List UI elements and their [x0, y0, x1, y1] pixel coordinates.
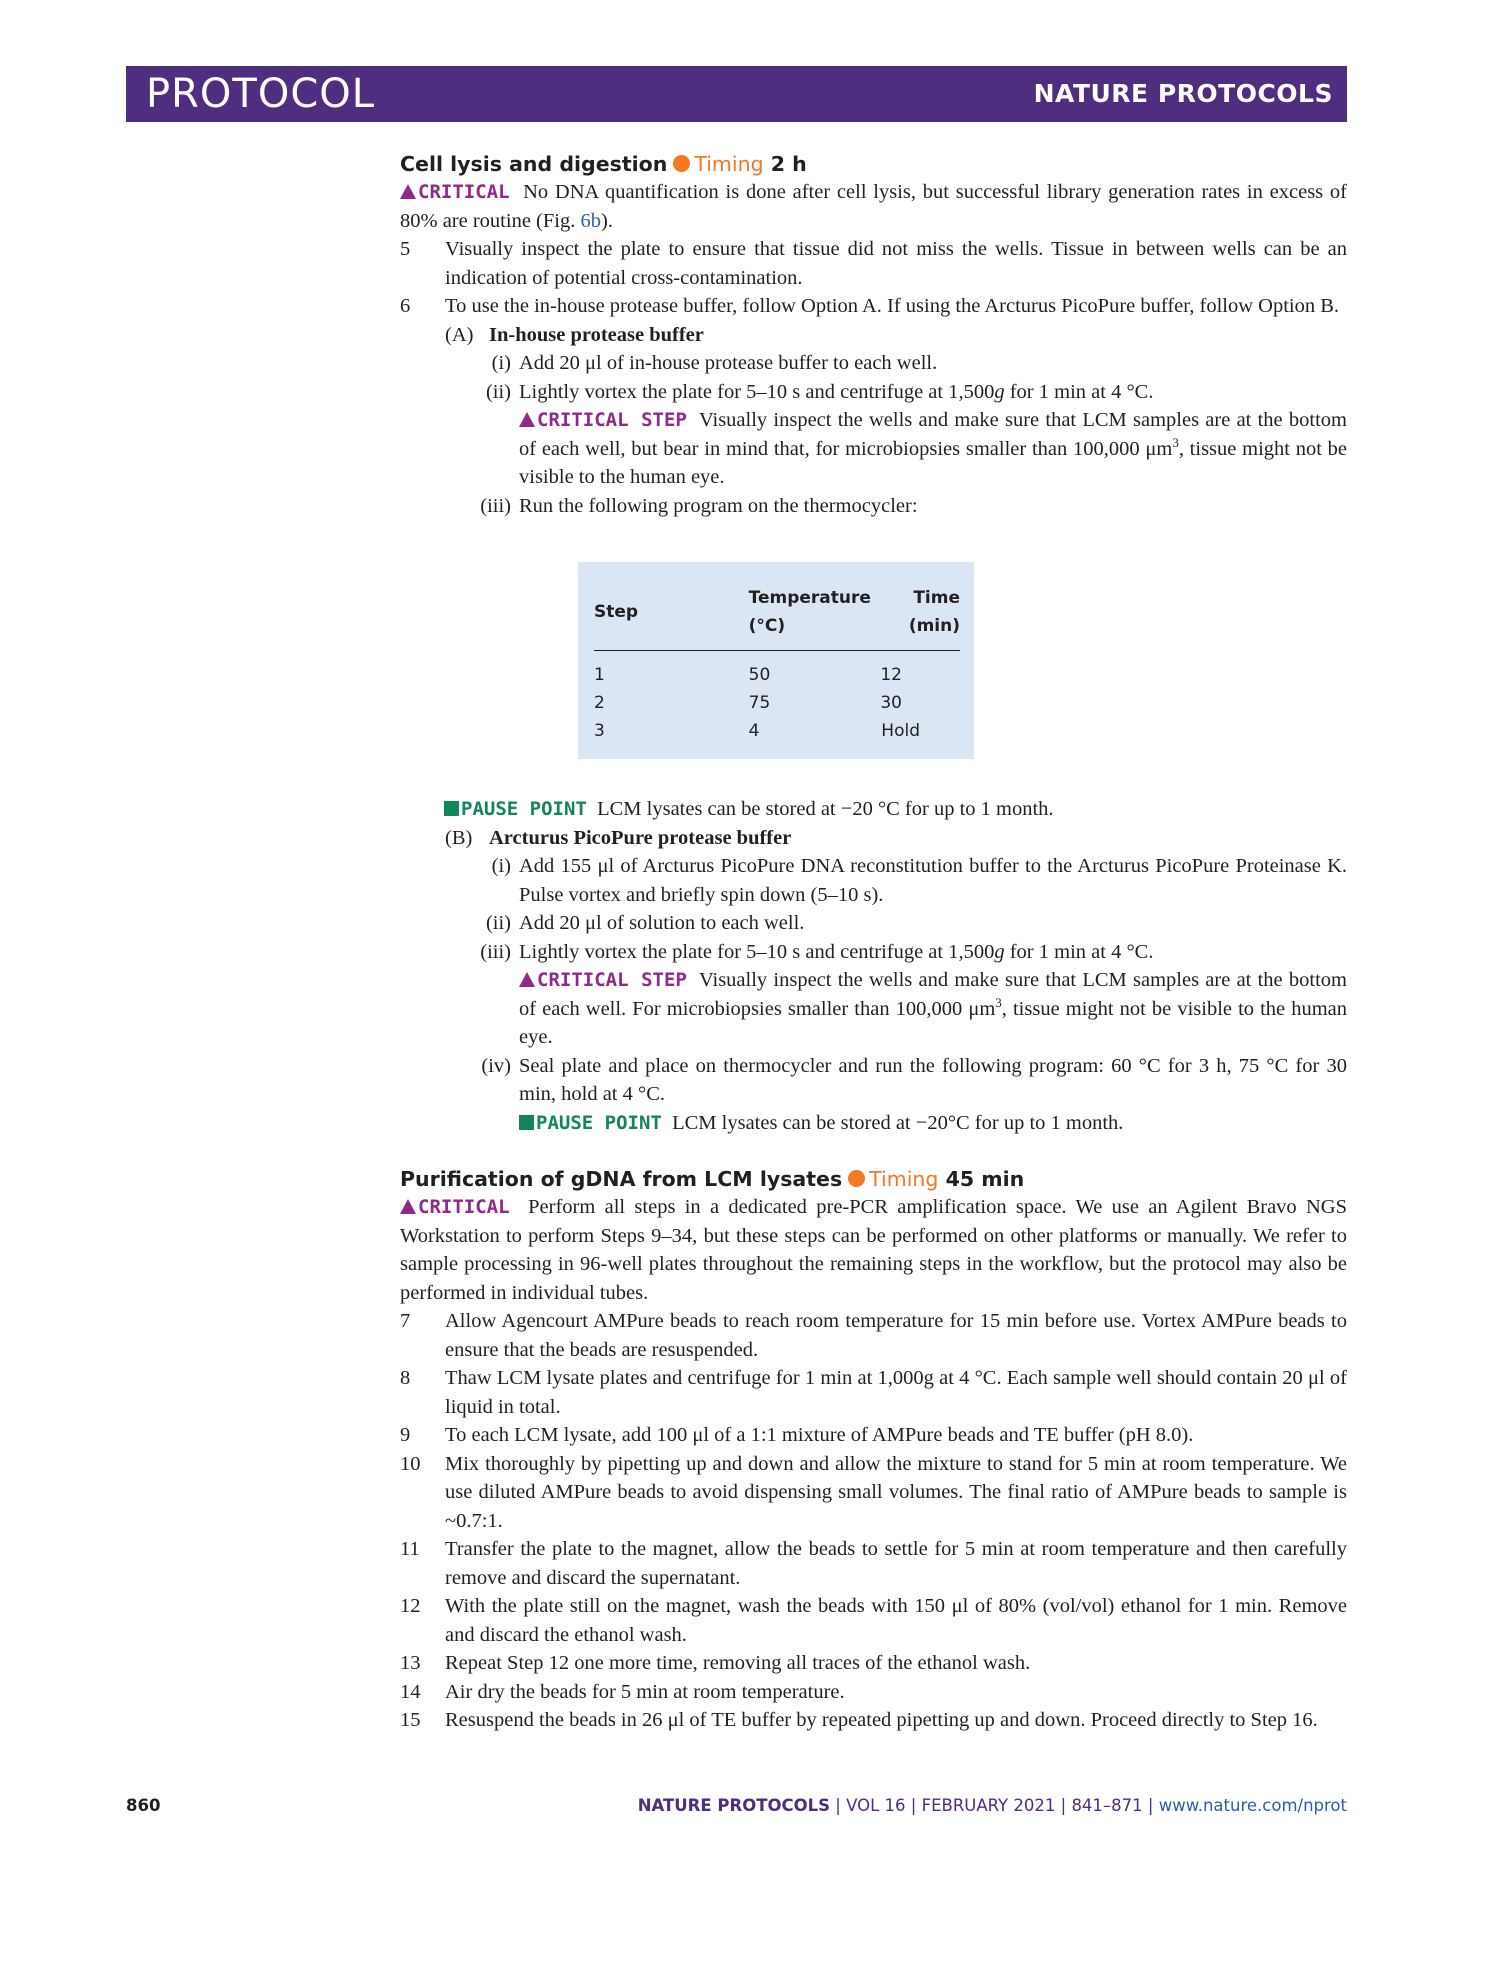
table-cell: 1	[594, 665, 605, 685]
option-a-heading: (A) In-house protease buffer	[445, 323, 704, 346]
header-section-label: PROTOCOL	[146, 71, 376, 117]
option-b-substep-ii: (ii) Add 20 μl of solution to each well.	[485, 912, 805, 934]
table-cell: Hold	[881, 721, 920, 741]
table-row	[594, 651, 960, 690]
step-13: 13 Repeat Step 12 one more time, removing all traces of the ethanol wash.	[400, 1652, 1031, 1674]
option-b-heading: (B) Arcturus PicoPure protease buffer	[445, 826, 792, 849]
pause-square-icon	[444, 801, 459, 816]
table-header-time: Time (min)	[880, 572, 960, 651]
step-14: 14 Air dry the beads for 5 min at room temperature.	[400, 1680, 845, 1703]
step-6: 6 To use the in-house protease buffer, follow Option A. If using the Arcturus PicoPure buffer, follow Option B.	[400, 295, 1340, 317]
page-content	[400, 150, 1347, 1735]
table-cell: 12	[880, 665, 902, 685]
table-row	[594, 689, 960, 717]
pause-point-note-1: PAUSE POINT LCM lysates can be stored at −20 °C for up to 1 month.	[400, 795, 1347, 824]
figure-link[interactable]: 6b	[580, 209, 601, 232]
pause-square-icon	[519, 1115, 534, 1130]
table-cell: 50	[748, 665, 771, 685]
critical-note: CRITICAL Perform all steps in a dedicated pre-PCR amplification space. We use an Agilent Bravo NGS Workstation to perform Steps 9–34, but these steps can be performed on other platforms or manually. We refer to sample processing in 96-well plates throughout the remaining steps in the workflow, but the protocol may also be performed in individual tubes.	[400, 1196, 1347, 1304]
step-5: 5 Visually inspect the plate to ensure that tissue did not miss the wells. Tissue in between wells can be an indication of potential cross-contamination.	[400, 238, 1347, 289]
table-cell: 30	[880, 693, 902, 713]
option-b-substep-iv: (iv) Seal plate and place on thermocycler and run the following program: 60 °C for 3 h, 75 °C for 30 min, hold at 4 °C.	[481, 1054, 1347, 1105]
critical-step-note-a: CRITICAL STEP Visually inspect the wells and make sure that LCM samples are at the bottom of each well, but bear in mind that, for microbiopsies smaller than 100,000 $\mu m^3$, tissue might not be visible to the human eye.	[519, 409, 1348, 488]
pause-point-note-2: PAUSE POINT LCM lysates can be stored at −20°C for up to 1 month.	[400, 1109, 1347, 1138]
critical-triangle-icon	[519, 972, 535, 987]
critical-note: CRITICAL No DNA quantification is done after cell lysis, but successful library generation rates in excess of 80% are routine (Fig. 6b).	[400, 181, 1347, 232]
option-b-substep-i: (i) Add 155 μl of Arcturus PicoPure DNA reconstitution buffer to the Arcturus PicoPure Proteinase K. Pulse vortex and briefly spin down (5–10 s).	[491, 855, 1347, 906]
critical-triangle-icon	[400, 184, 416, 199]
step-11: 11 Transfer the plate to the magnet, allow the beads to settle for 5 min at room temperature and then carefully remove and discard the supernatant.	[400, 1538, 1347, 1589]
table-cell: 2	[594, 693, 605, 713]
critical-triangle-icon	[519, 412, 535, 427]
critical-step-note-b: CRITICAL STEP Visually inspect the wells and make sure that LCM samples are at the bottom of each well. For microbiopsies smaller than 100,000 $\mu m^3$, tissue might not be visible to the human eye.	[519, 969, 1348, 1048]
step-10: 10 Mix thoroughly by pipetting up and down and allow the mixture to stand for 5 min at room temperature. We use diluted AMPure beads to avoid dispensing small volumes. The final ratio of AMPure beads to sample is ~0.7:1.	[400, 1452, 1347, 1532]
option-a-substep-i: (i) Add 20 μl of in-house protease buffer to each well.	[491, 352, 938, 374]
step-12: 12 With the plate still on the magnet, wash the beads with 150 μl of 80% (vol/vol) ethanol for 1 min. Remove and discard the ethanol wash.	[400, 1595, 1347, 1646]
step-8: 8 Thaw LCM lysate plates and centrifuge for 1 min at 1,000g at 4 °C. Each sample well should contain 20 μl of liquid in total.	[400, 1367, 1347, 1418]
timing-dot-icon	[673, 155, 690, 172]
option-a-substep-ii: (ii) Lightly vortex the plate for 5–10 s and centrifuge at 1,500g for 1 min at 4 °C.	[485, 380, 1154, 403]
thermocycler-program-table	[578, 562, 974, 759]
table-cell: 75	[748, 693, 771, 713]
header-banner	[126, 66, 1347, 122]
purification-steps-list	[400, 1307, 1347, 1735]
table-cell: 3	[594, 721, 605, 741]
section-heading-purification: Purification of gDNA from LCM lysates Timing 45 min	[400, 1167, 1025, 1191]
page-number: 860	[126, 1796, 161, 1815]
section-heading-lysis: Cell lysis and digestion Timing 2 h	[400, 152, 807, 176]
timing-dot-icon	[848, 1170, 865, 1187]
table-header-step: Step	[594, 572, 749, 651]
footer-citation: NATURE PROTOCOLS | VOL 16 | FEBRUARY 2021 | 841–871 | www.nature.com/nprot	[637, 1796, 1347, 1815]
step-9: 9 To each LCM lysate, add 100 μl of a 1:1 mixture of AMPure beads and TE buffer (pH 8.0).	[400, 1424, 1194, 1446]
header-journal-name: NATURE PROTOCOLS	[1033, 79, 1333, 108]
journal-url-link[interactable]: www.nature.com/nprot	[1158, 1796, 1347, 1815]
step-15: 15 Resuspend the beads in 26 μl of TE buffer by repeated pipetting up and down. Proceed directly to Step 16.	[400, 1709, 1318, 1731]
step-7: 7 Allow Agencourt AMPure beads to reach room temperature for 15 min before use. Vortex AMPure beads to ensure that the beads are resuspended.	[400, 1310, 1347, 1361]
table-header-temperature: Temperature (°C)	[749, 572, 881, 651]
critical-triangle-icon	[400, 1199, 416, 1214]
table-row	[594, 717, 960, 745]
option-b-substep-iii: (iii) Lightly vortex the plate for 5–10 s and centrifuge at 1,500g for 1 min at 4 °C.	[480, 940, 1154, 963]
table-cell: 4	[748, 721, 760, 741]
option-a-substep-iii: (iii) Run the following program on the thermocycler:	[480, 494, 918, 517]
